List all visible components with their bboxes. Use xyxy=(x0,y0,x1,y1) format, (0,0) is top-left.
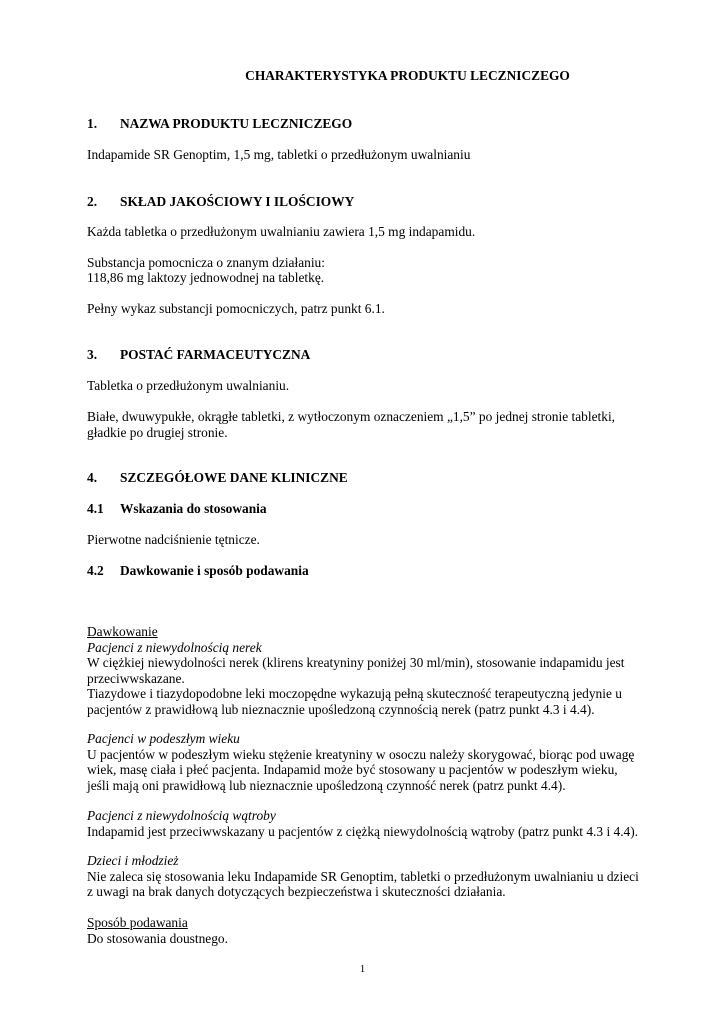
children-line-2: z uwagi na brak danych dotyczących bezpieczeństwa i skuteczności działania. xyxy=(87,884,506,899)
tablet-description-line-2: gładkie po drugiej stronie. xyxy=(87,425,228,440)
section-3-title: POSTAĆ FARMACEUTYCZNA xyxy=(120,347,311,362)
children-heading: Dzieci i młodzież xyxy=(87,853,179,868)
renal-line-4: pacjentów z prawidłową lub nieznacznie upośledzoną czynnością nerek (patrz punkt 4.3 i 4.4). xyxy=(87,702,595,717)
administration-line-1: Do stosowania doustnego. xyxy=(87,931,228,946)
excipient-value: 118,86 mg laktozy jednowodnej na tabletkę. xyxy=(87,270,325,285)
elderly-line-2: wiek, masę ciała i płeć pacjenta. Indapamid może być stosowany u pacjentów w podeszłym wieku, xyxy=(87,762,618,777)
section-4-1-title: Wskazania do stosowania xyxy=(120,501,267,516)
section-4-2-number: 4.2 xyxy=(87,563,104,578)
dosage-form-text: Tabletka o przedłużonym uwalnianiu. xyxy=(87,378,290,393)
dawkowanie-heading: Dawkowanie xyxy=(87,624,158,639)
administration-heading: Sposób podawania xyxy=(87,915,188,930)
excipient-label: Substancja pomocnicza o znanym działaniu: xyxy=(87,255,325,270)
section-3-number: 3. xyxy=(87,347,98,362)
section-4-1-number: 4.1 xyxy=(87,501,104,516)
section-4-2-title: Dawkowanie i sposób podawania xyxy=(120,563,309,578)
elderly-heading: Pacjenci w podeszłym wieku xyxy=(87,731,240,746)
children-line-1: Nie zaleca się stosowania leku Indapamide SR Genoptim, tabletki o przedłużonym uwalnianiu u dzieci xyxy=(87,869,639,884)
section-2-title: SKŁAD JAKOŚCIOWY I ILOŚCIOWY xyxy=(120,194,355,209)
section-4-1-heading xyxy=(87,501,267,517)
renal-line-2: przeciwwskazane. xyxy=(87,671,185,686)
section-2-number: 2. xyxy=(87,194,98,209)
section-4-number: 4. xyxy=(87,470,98,485)
elderly-line-1: U pacjentów w podeszłym wieku stężenie kreatyniny w osoczu należy skorygować, biorąc pod uwagę xyxy=(87,747,635,762)
hepatic-line-1: Indapamid jest przeciwwskazany u pacjentów z ciężką niewydolnością wątroby (patrz punkt 4.3 i 4.4). xyxy=(87,824,639,839)
page-number: 1 xyxy=(359,963,366,975)
renal-heading: Pacjenci z niewydolnością nerek xyxy=(87,640,262,655)
tablet-description-line-1: Białe, dwuwypukłe, okrągłe tabletki, z wytłoczonym oznaczeniem „1,5” po jednej stronie tabletki, xyxy=(87,409,616,424)
section-1-number: 1. xyxy=(87,116,98,131)
section-1-heading xyxy=(87,116,352,132)
section-4-2-heading xyxy=(87,563,309,579)
indication-text: Pierwotne nadciśnienie tętnicze. xyxy=(87,532,260,547)
document-title: CHARAKTERYSTYKA PRODUKTU LECZNICZEGO xyxy=(245,68,570,83)
renal-line-1: W ciężkiej niewydolności nerek (klirens kreatyniny poniżej 30 ml/min), stosowanie indapamidu jest xyxy=(87,655,625,670)
section-1-title: NAZWA PRODUKTU LECZNICZEGO xyxy=(120,116,353,131)
excipient-reference: Pełny wykaz substancji pomocniczych, patrz punkt 6.1. xyxy=(87,301,385,316)
product-name-text: Indapamide SR Genoptim, 1,5 mg, tabletki o przedłużonym uwalnianiu xyxy=(87,147,471,162)
hepatic-heading: Pacjenci z niewydolnością wątroby xyxy=(87,808,276,823)
section-4-heading xyxy=(87,470,348,486)
section-3-heading xyxy=(87,347,310,363)
section-4-title: SZCZEGÓŁOWE DANE KLINICZNE xyxy=(120,470,348,485)
elderly-line-3: jeśli mają oni prawidłową lub nieznacznie upośledzoną czynność nerek (patrz punkt 4.4). xyxy=(87,778,566,793)
renal-line-3: Tiazydowe i tiazydopodobne leki moczopędne wykazują pełną skuteczność terapeutyczną jedynie u xyxy=(87,686,622,701)
section-2-heading xyxy=(87,194,354,210)
composition-text: Każda tabletka o przedłużonym uwalnianiu zawiera 1,5 mg indapamidu. xyxy=(87,224,476,239)
